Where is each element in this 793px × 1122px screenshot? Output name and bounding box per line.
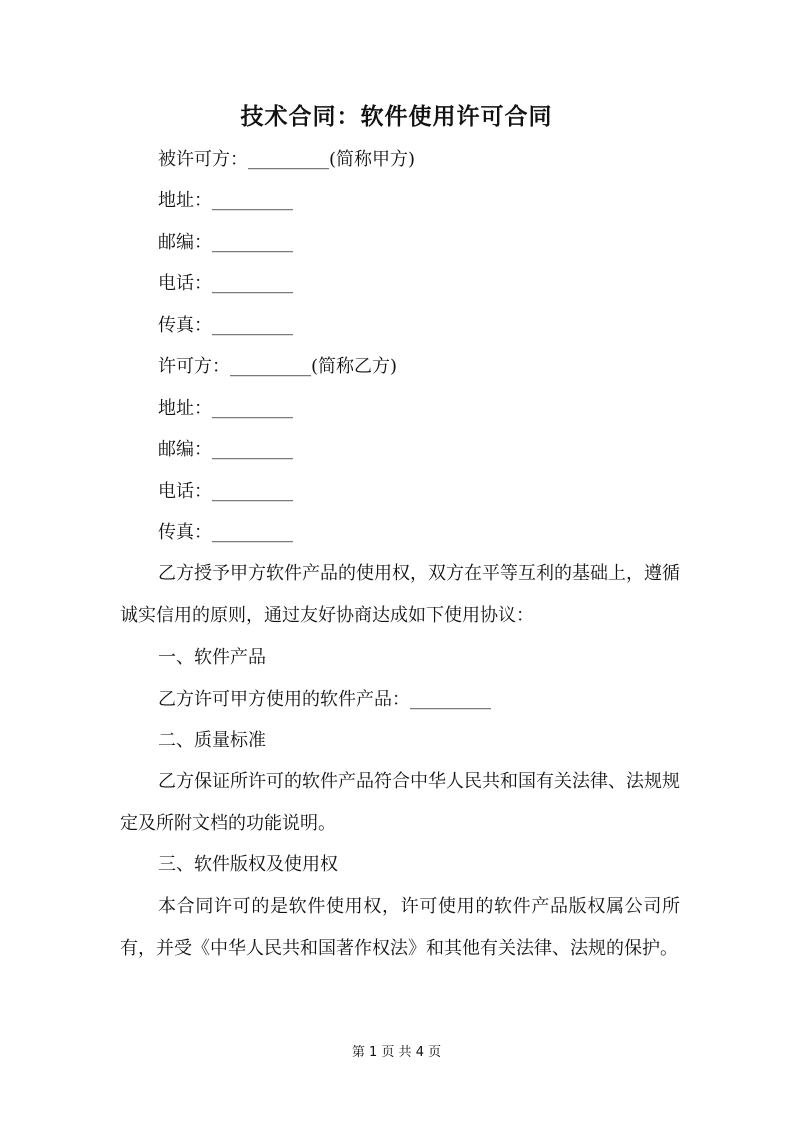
party-a-postcode: 邮编：_________ [158,232,293,253]
section-1-heading: 一、软件产品 [158,647,266,668]
party-b-fax: 传真：_________ [158,522,293,543]
intro-paragraph: 乙方授予甲方软件产品的使用权，双方在平等互利的基础上，遵循诚实信用的原则，通过友好协商达成如下使用协议： [120,563,680,626]
party-a-fax: 传真：_________ [158,315,293,336]
party-b-heading: 许可方：_________(简称乙方) [158,356,398,377]
section-2-body: 乙方保证所许可的软件产品符合中华人民共和国有关法律、法规规定及所附文档的功能说明。 [120,771,680,834]
party-a-heading: 被许可方：_________(简称甲方) [158,149,416,170]
party-a-address: 地址：_________ [158,190,293,211]
section-1-body: 乙方许可甲方使用的软件产品：_________ [158,689,491,710]
party-b-phone: 电话：_________ [158,481,293,502]
party-a-phone: 电话：_________ [158,273,293,294]
page-footer: 第 1 页 共 4 页 [351,1045,442,1060]
document-title: 技术合同：软件使用许可合同 [240,103,553,130]
party-b-address: 地址：_________ [158,398,293,419]
section-2-heading: 二、质量标准 [158,730,266,751]
section-3-body: 本合同许可的是软件使用权，许可使用的软件产品版权属公司所有，并受《中华人民共和国著作权法》和其他有关法律、法规的保护。 [120,896,680,959]
section-3-heading: 三、软件版权及使用权 [158,854,338,875]
party-b-postcode: 邮编：_________ [158,439,293,460]
